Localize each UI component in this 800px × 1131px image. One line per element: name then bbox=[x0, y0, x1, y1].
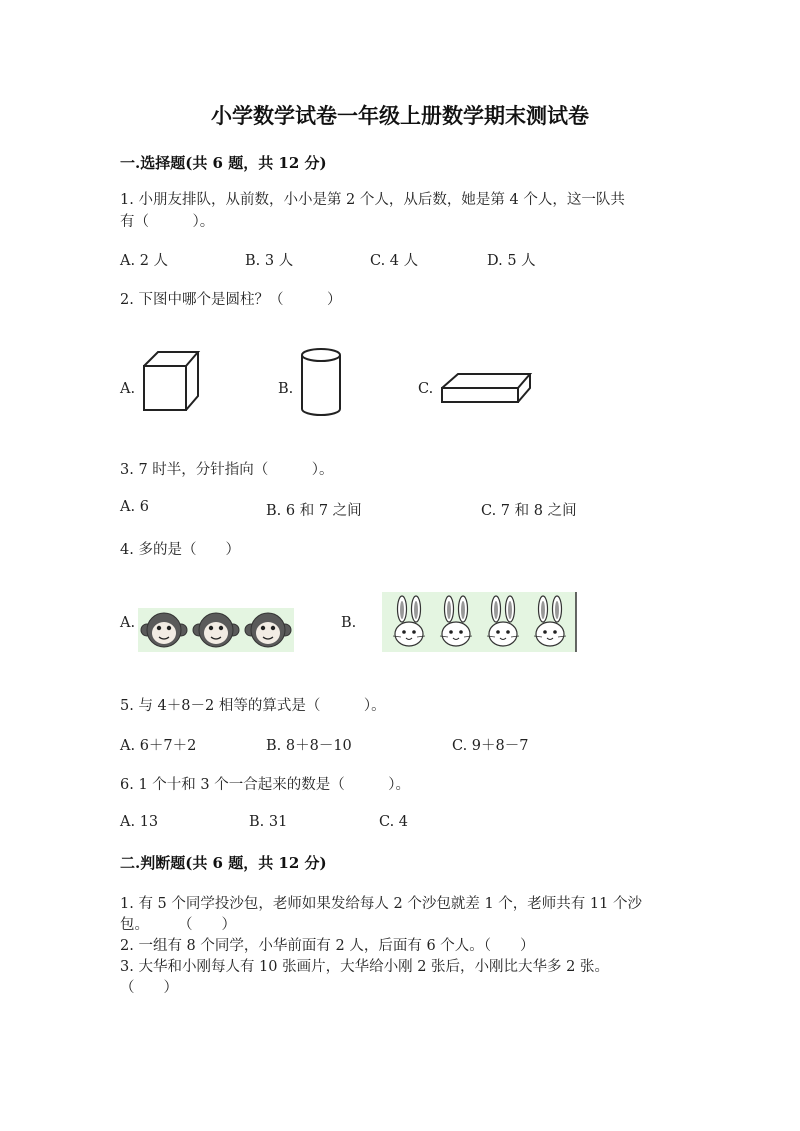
judgement-1-line-1: 1. 有 5 个同学投沙包，老师如果发给每人 2 个沙包就差 1 个，老师共有 11 个沙 bbox=[120, 896, 642, 912]
question-4-text: 4. 多的是（ ） bbox=[120, 542, 240, 558]
question-3-option-c[interactable]: C. 7 和 8 之间 bbox=[481, 503, 577, 519]
page-title: 小学数学试卷一年级上册数学期末测试卷 bbox=[211, 103, 589, 128]
question-2-text: 2. 下图中哪个是圆柱？（ ） bbox=[120, 292, 342, 308]
monkeys-picture bbox=[138, 608, 294, 652]
cylinder-shape bbox=[298, 346, 344, 420]
question-1-option-d[interactable]: D. 5 人 bbox=[487, 253, 536, 269]
question-2-option-a-label[interactable]: A. bbox=[120, 381, 136, 397]
section-heading-choice: 一.选择题(共 6 题，共 12 分) bbox=[120, 154, 327, 172]
cube-shape bbox=[140, 350, 202, 414]
question-3-option-b[interactable]: B. 6 和 7 之间 bbox=[266, 503, 362, 519]
question-1-option-a[interactable]: A. 2 人 bbox=[120, 253, 169, 269]
question-4-option-a-label[interactable]: A. bbox=[120, 615, 136, 631]
question-5-option-c[interactable]: C. 9＋8－7 bbox=[452, 738, 529, 754]
question-1-option-c[interactable]: C. 4 人 bbox=[370, 253, 419, 269]
question-5-option-a[interactable]: A. 6＋7＋2 bbox=[120, 738, 197, 754]
rabbits-picture bbox=[382, 592, 578, 652]
question-6-option-c[interactable]: C. 4 bbox=[379, 814, 409, 830]
question-6-text: 6. 1 个十和 3 个一合起来的数是（ ）。 bbox=[120, 777, 410, 793]
question-1-line-1: 1. 小朋友排队，从前数，小小是第 2 个人，从后数，她是第 4 个人，这一队共 bbox=[120, 192, 625, 208]
section-heading-judgement: 二.判断题(共 6 题，共 12 分) bbox=[120, 854, 327, 872]
judgement-1-line-2: 包。 （ ） bbox=[120, 917, 236, 933]
question-3-text: 3. 7 时半，分针指向（ ）。 bbox=[120, 462, 334, 478]
cuboid-shape bbox=[438, 370, 534, 406]
judgement-3-line-1: 3. 大华和小刚每人有 10 张画片，大华给小刚 2 张后，小刚比大华多 2 张。 bbox=[120, 959, 609, 975]
judgement-3-line-2: （ ） bbox=[120, 980, 178, 996]
question-5-option-b[interactable]: B. 8＋8－10 bbox=[266, 738, 352, 754]
question-3-option-a[interactable]: A. 6 bbox=[120, 499, 149, 515]
question-6-option-a[interactable]: A. 13 bbox=[120, 814, 159, 830]
judgement-2-text: 2. 一组有 8 个同学，小华前面有 2 人，后面有 6 个人。（ ） bbox=[120, 938, 535, 954]
question-2-option-c-label[interactable]: C. bbox=[418, 381, 434, 397]
question-5-text: 5. 与 4＋8－2 相等的算式是（ ）。 bbox=[120, 698, 386, 714]
question-1-line-2: 有（ ）。 bbox=[120, 214, 215, 230]
question-4-option-b-label[interactable]: B. bbox=[341, 615, 357, 631]
question-1-option-b[interactable]: B. 3 人 bbox=[245, 253, 294, 269]
question-6-option-b[interactable]: B. 31 bbox=[249, 814, 288, 830]
question-2-option-b-label[interactable]: B. bbox=[278, 381, 294, 397]
